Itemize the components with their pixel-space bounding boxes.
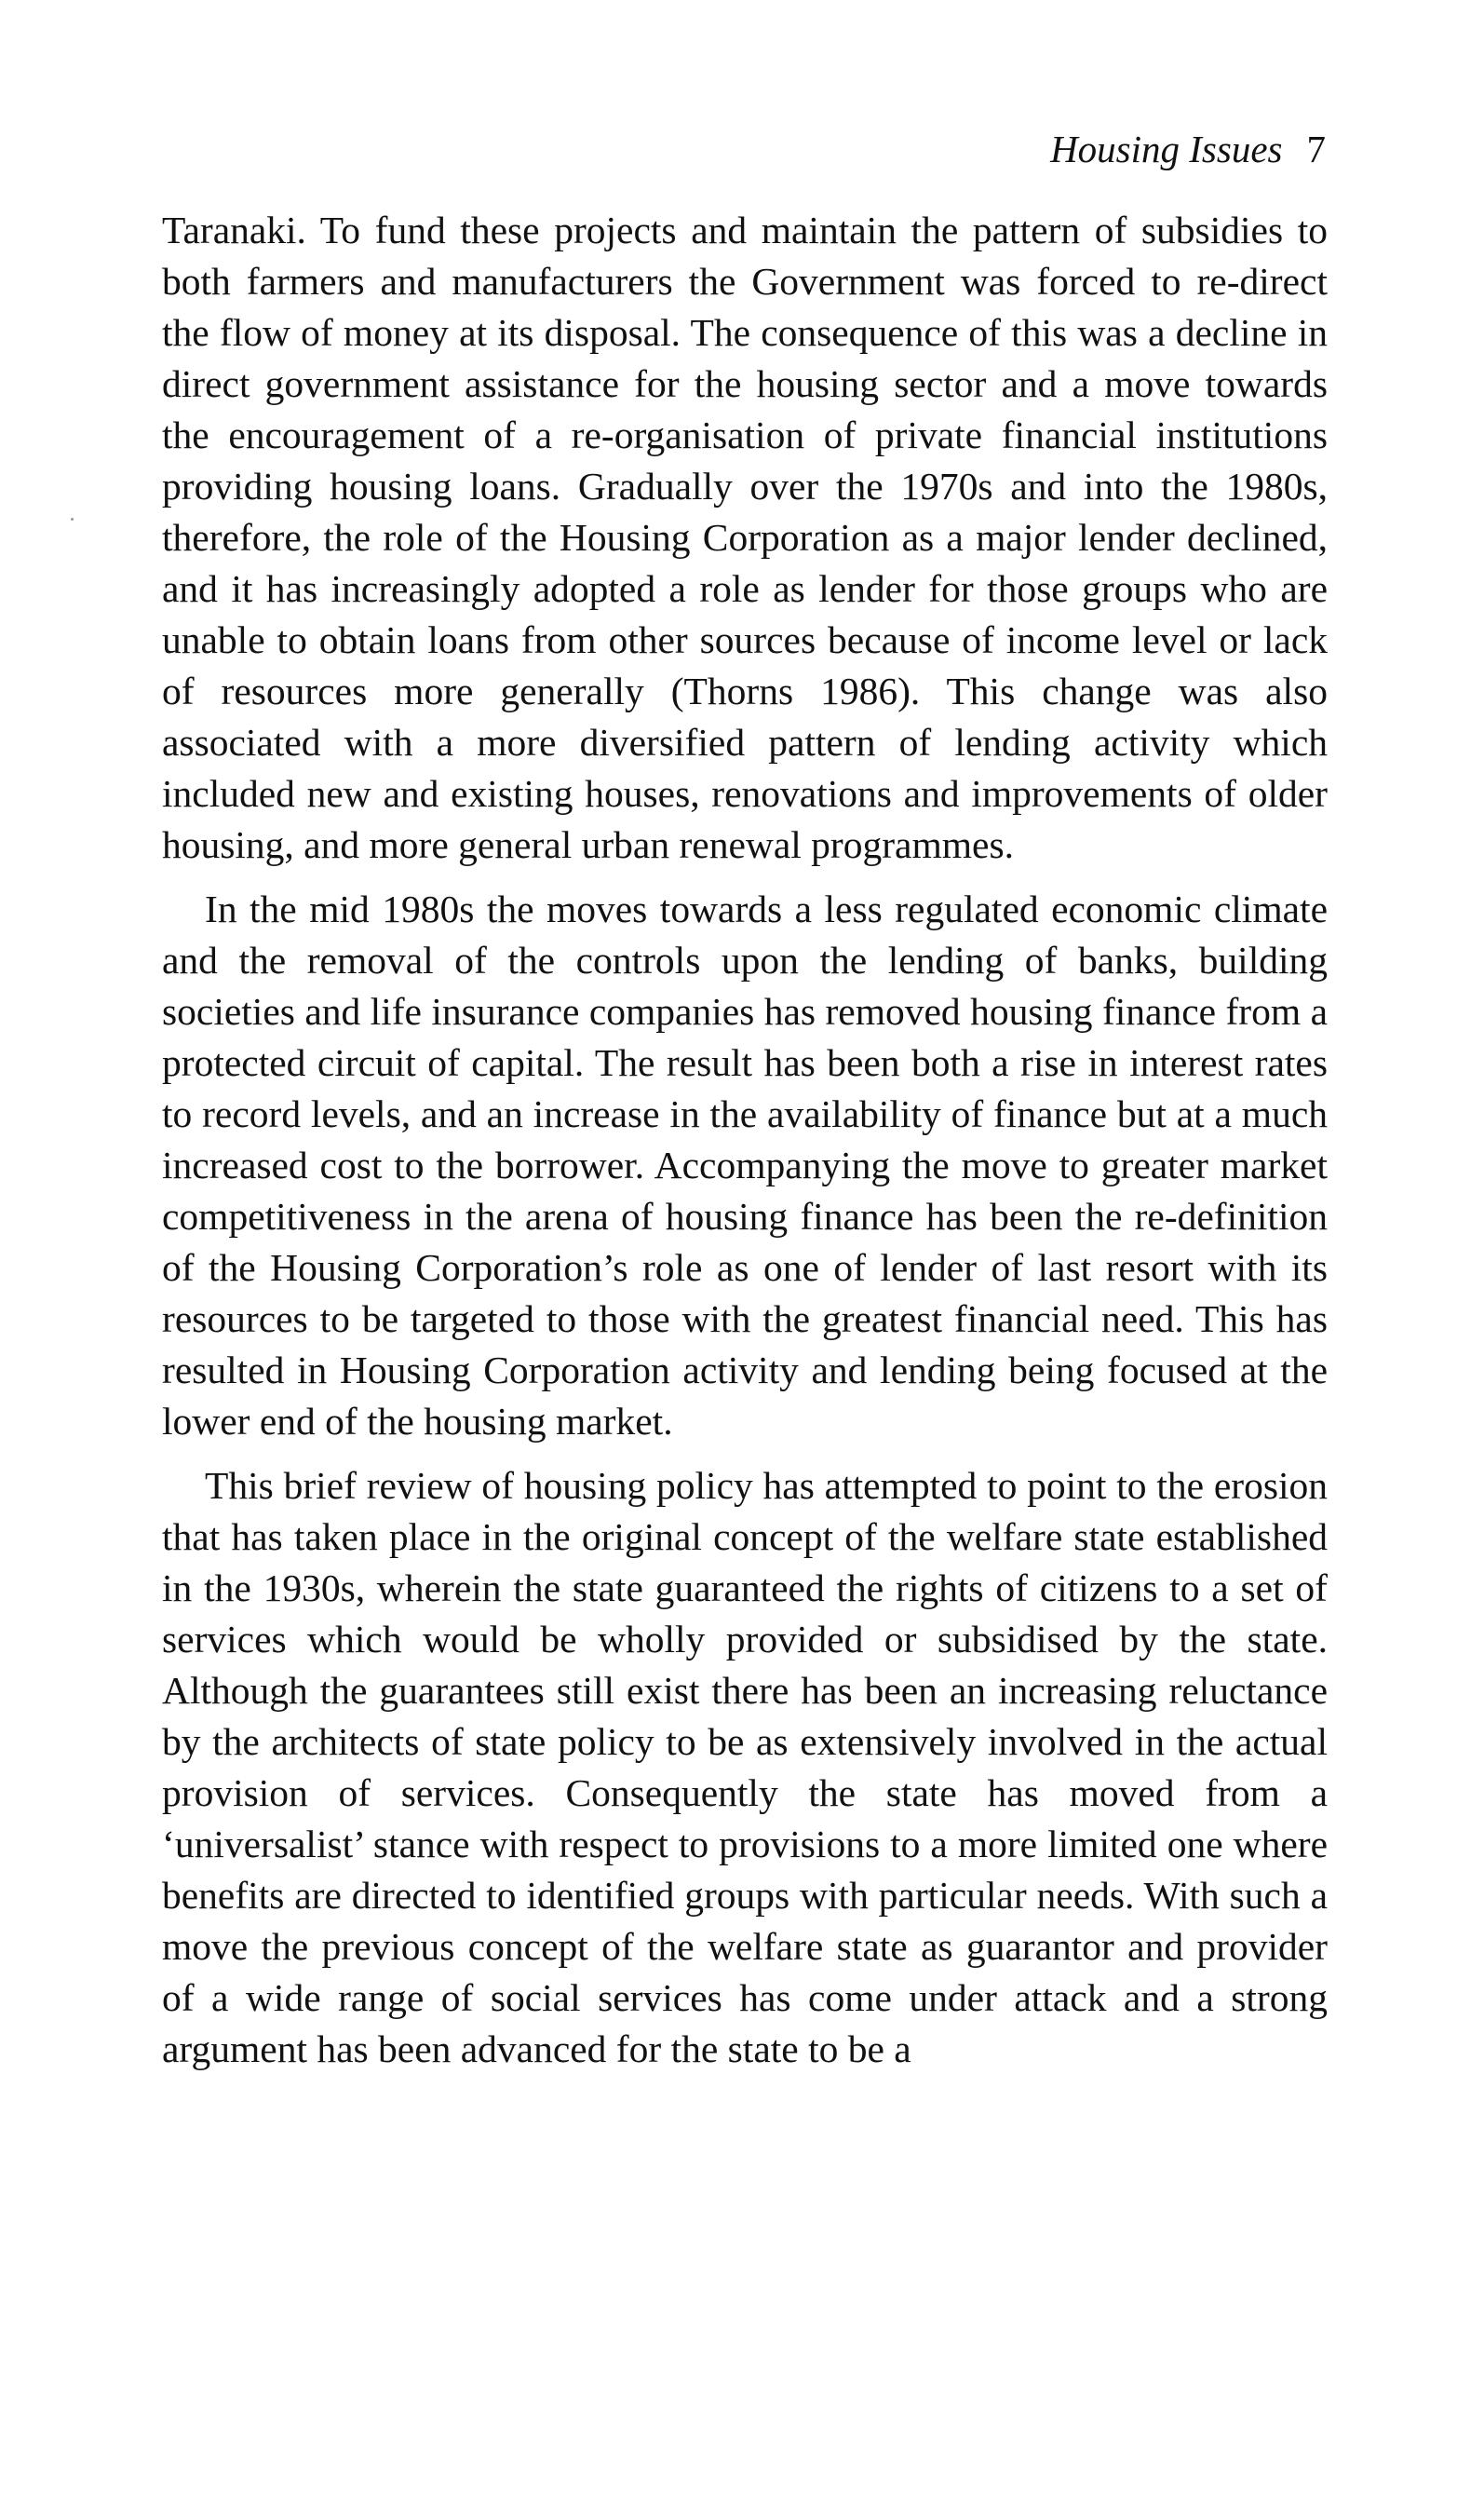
paragraph-housing-finance: In the mid 1980s the moves towards a less regulated economic climate and the removal of the controls upon the lending of banks, building societies and life insurance companies has removed housing finance from a protected circuit of capital. The result has been both a rise in interest rates to record levels, and an increase in the availability of finance but at a much increased cost to the borrower. Accompanying the move to greater market competitiveness in the arena of housing finance has been the re-definition of the Housing Corporation’s role as one of lender of last resort with its resources to be targeted to those with the greatest financial need. This has resulted in Housing Corporation activity and lending being focused at the lower end of the housing market. (162, 888, 1328, 1443)
page-number: 7 (1306, 128, 1326, 170)
paragraph-policy-review: This brief review of housing policy has attempted to point to the erosion that has taken place in the original concept of the welfare state established in the 1930s, wherein the state guaranteed the rights of citizens to a set of services which would be wholly provided or subsidised by the state. Although the guarantees still exist there has been an increasing reluctance by the architects of state policy to be as extensively involved in the actual provision of services. Consequently the state has moved from a ‘universalist’ stance with respect to provisions to a more limited one where benefits are directed to identified groups with particular needs. With such a move the previous concept of the welfare state as guarantor and provider of a wide range of social services has come under attack and a strong argument has been advanced for the state to be a (162, 1464, 1328, 2070)
margin-speck (71, 518, 74, 521)
running-head (1050, 130, 1326, 169)
body-text (162, 205, 1328, 2088)
paragraph-continuation: Taranaki. To fund these projects and maintain the pattern of subsidies to both farmers and manufacturers the Government was forced to re-direct the flow of money at its disposal. The consequence of this was a decline in direct government assistance for the housing sector and a move towards the encouragement of a re-organisation of private financial institutions providing housing loans. Gradually over the 1970s and into the 1980s, therefore, the role of the Housing Corporation as a major lender declined, and it has increasingly adopted a role as lender for those groups who are unable to obtain loans from other sources because of income level or lack of resources more generally (Thorns 1986). This change was also associated with a more diversified pattern of lending activity which included new and existing houses, renovations and improvements of older housing, and more general urban renewal programmes. (162, 209, 1328, 866)
running-head-title: Housing Issues (1050, 128, 1283, 170)
